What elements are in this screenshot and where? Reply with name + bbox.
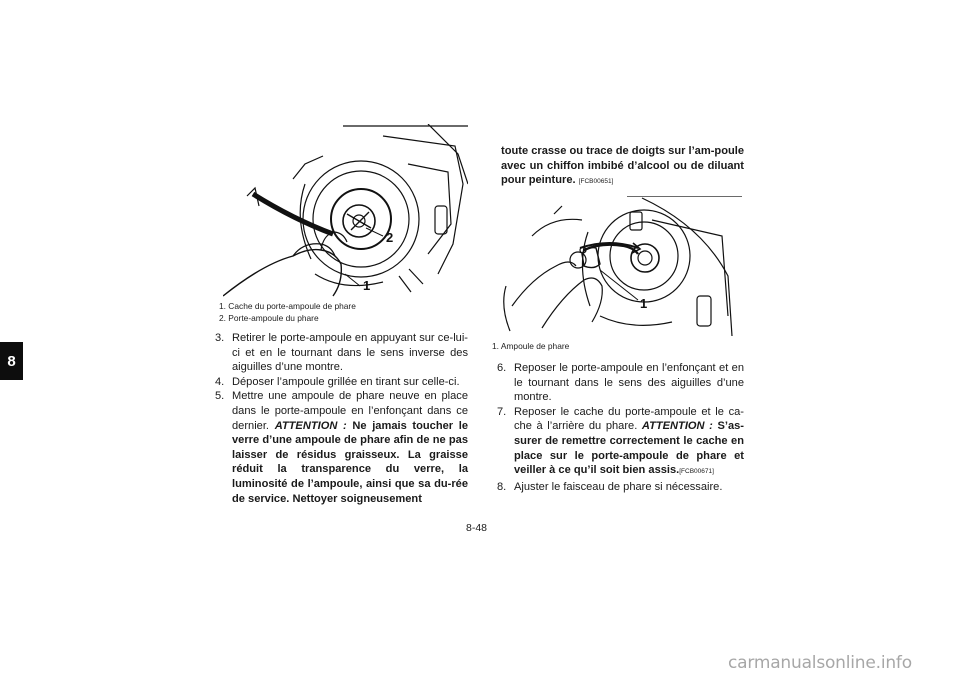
figure-captions [492,340,569,352]
step-text: Reposer le porte-ampoule en l’enfonçant et en le tournant dans le sens des aiguilles d’une montre. [514,362,744,404]
warning-continuation: toute crasse ou trace de doigts sur l’am-poule avec un chiffon imbibé d’alcool ou de diluant pour peinture. [501,145,744,187]
warning-label: ATTENTION : [274,419,347,432]
step-5 [215,389,468,506]
callout-1: 1 [640,296,648,311]
step-number: 6. [497,362,507,374]
figure-captions [219,300,356,324]
step-body [232,389,468,506]
caption-1: 1. Ampoule de phare [492,341,570,351]
step-body [514,405,744,480]
step-text: Déposer l’ampoule grillée en tirant sur celle-ci. [232,375,460,388]
step-number: 4. [215,375,225,388]
warning-code: [FCB00671] [679,468,714,476]
caption-2: 2. Porte-ampoule du phare [219,313,319,323]
warning-label: ATTENTION : [641,420,713,433]
figure-headlight-cover [223,124,468,297]
warning-text: S’as-surer de remettre correctement le cache en place sur le porte-ampoule de phare et veiller à ce qu’il soit bien assis. [514,420,744,477]
callout-1: 1 [363,278,371,293]
chapter-tab: 8 [0,342,23,380]
step-number: 3. [215,332,225,344]
callout-2: 2 [386,230,394,245]
step-text: Mettre une ampoule de phare neuve en place dans le porte-ampoule en l’enfonçant dans ce dernier. [232,390,468,432]
caption-1: 1. Cache du porte-ampoule de phare [219,301,356,311]
step-3 [215,331,468,375]
figure-headlight-bulb [492,196,744,336]
headlight-bulb-illustration [492,196,744,336]
steps-list [497,361,744,494]
watermark[interactable]: carmanualsonline.info [728,653,912,673]
steps-list [215,331,468,506]
page-number: 8-48 [466,522,488,534]
step-text: Retirer le porte-ampoule en appuyant sur ce-lui-ci et en le tournant dans le sens inverse des aiguilles d’une montre. [232,332,468,374]
step-8 [497,480,744,495]
headlight-cover-illustration [223,124,468,297]
step-number: 5. [215,390,225,403]
warning-text: Ne jamais toucher le verre d’une ampoule de phare afin de ne pas laisser de résidus graisseux. La graisse réduit la transparence du verre, la luminosité de l’ampoule, ainsi que sa du-rée de service. Nettoyer soigneusement [232,419,469,505]
warning-code: [FCB00651] [578,178,614,186]
step-7 [497,405,744,480]
warning-continuation-block [501,144,744,190]
step-6 [497,361,744,405]
step-4 [215,375,468,390]
step-number: 8. [497,480,507,493]
step-text: Ajuster le faisceau de phare si nécessaire. [514,480,723,493]
step-text: Reposer le cache du porte-ampoule et le ca-che à l’arrière du phare. [514,405,744,433]
step-number: 7. [497,405,507,418]
